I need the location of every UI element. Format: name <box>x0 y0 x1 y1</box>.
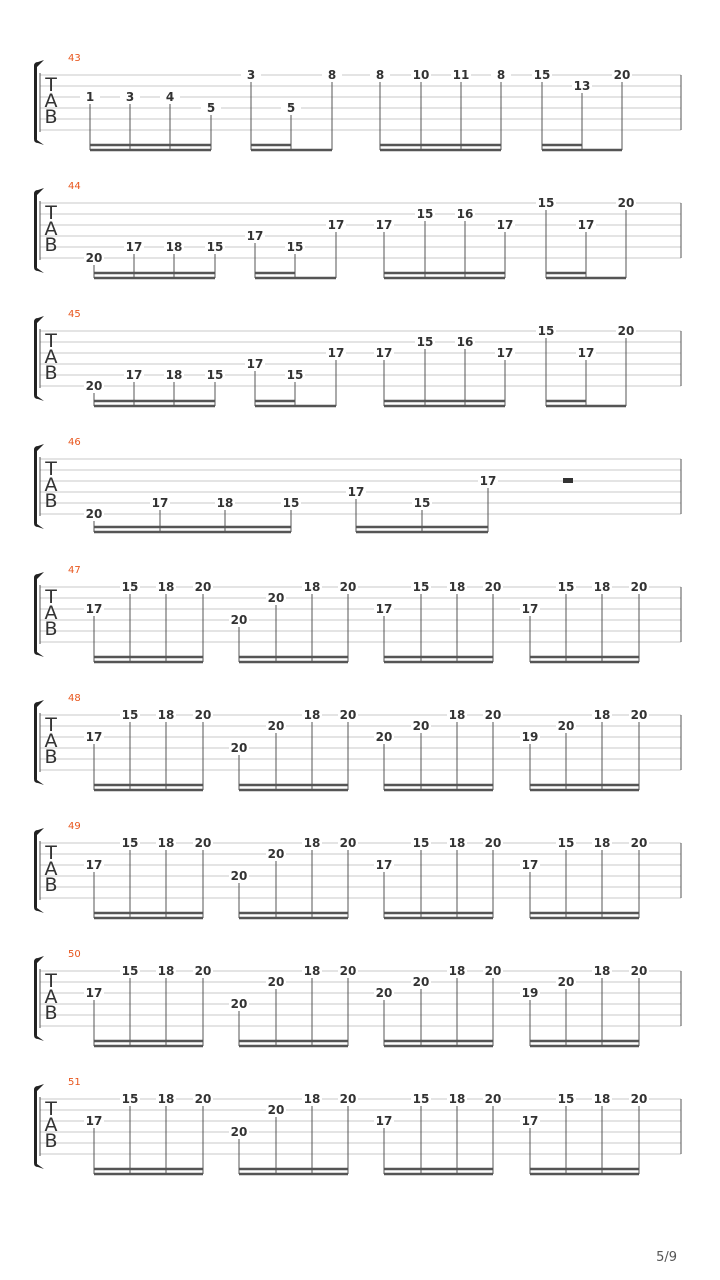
fret-number: 20 <box>230 1125 248 1139</box>
fret-number: 20 <box>267 975 285 989</box>
fret-number: 20 <box>194 964 212 978</box>
tab-system <box>34 693 681 790</box>
fret-number: 18 <box>448 964 466 978</box>
fret-number: 20 <box>617 324 635 338</box>
fret-number: 15 <box>412 836 430 850</box>
tab-clef-letter: T <box>45 586 57 608</box>
fret-number: 18 <box>303 580 321 594</box>
tab-system <box>34 565 681 662</box>
system-bracket <box>34 956 44 1041</box>
measure-number: 49 <box>68 821 81 832</box>
tab-clef-letter: B <box>44 874 58 896</box>
measure-number: 46 <box>68 437 81 448</box>
fret-number: 20 <box>630 964 648 978</box>
tab-system <box>34 1077 681 1174</box>
fret-number: 17 <box>327 218 345 232</box>
fret-number: 17 <box>85 1114 103 1128</box>
fret-number: 20 <box>630 580 648 594</box>
fret-number: 20 <box>267 1103 285 1117</box>
fret-number: 20 <box>484 964 502 978</box>
fret-number: 18 <box>303 1092 321 1106</box>
tab-clef-letter: T <box>45 330 57 352</box>
tab-clef-letter: B <box>44 1130 58 1152</box>
fret-number: 20 <box>230 741 248 755</box>
tab-system <box>34 437 681 532</box>
fret-number: 15 <box>557 580 575 594</box>
fret-number: 13 <box>573 79 591 93</box>
fret-number: 15 <box>412 1092 430 1106</box>
fret-number: 15 <box>286 368 304 382</box>
fret-number: 15 <box>121 1092 139 1106</box>
fret-number: 17 <box>246 357 264 371</box>
fret-number: 19 <box>521 986 539 1000</box>
fret-number: 15 <box>206 240 224 254</box>
fret-number: 18 <box>303 708 321 722</box>
fret-number: 20 <box>412 719 430 733</box>
system-bracket <box>34 572 44 657</box>
fret-number: 20 <box>484 836 502 850</box>
fret-number: 17 <box>521 858 539 872</box>
fret-number: 20 <box>339 836 357 850</box>
fret-number: 18 <box>448 836 466 850</box>
fret-number: 20 <box>630 1092 648 1106</box>
tab-clef-letter: A <box>44 346 58 368</box>
fret-number: 18 <box>165 368 183 382</box>
fret-number: 20 <box>484 580 502 594</box>
fret-number: 8 <box>327 68 337 82</box>
fret-number: 20 <box>194 1092 212 1106</box>
tab-clef-letter: A <box>44 858 58 880</box>
fret-number: 15 <box>413 496 431 510</box>
fret-number: 17 <box>375 346 393 360</box>
fret-number: 16 <box>456 335 474 349</box>
fret-number: 17 <box>375 602 393 616</box>
system-bracket <box>34 700 44 785</box>
fret-number: 20 <box>267 719 285 733</box>
tab-clef-letter: T <box>45 714 57 736</box>
tab-system <box>34 821 681 918</box>
fret-number: 18 <box>593 964 611 978</box>
tab-clef-letter: B <box>44 618 58 640</box>
fret-number: 20 <box>339 580 357 594</box>
fret-number: 20 <box>557 975 575 989</box>
fret-number: 20 <box>630 708 648 722</box>
tab-clef-letter: T <box>45 1098 57 1120</box>
fret-number: 18 <box>448 708 466 722</box>
fret-number: 5 <box>206 101 216 115</box>
fret-number: 20 <box>630 836 648 850</box>
fret-number: 17 <box>521 1114 539 1128</box>
fret-number: 15 <box>121 580 139 594</box>
system-bracket <box>34 444 44 529</box>
fret-number: 11 <box>452 68 470 82</box>
rest-symbol <box>563 478 573 483</box>
fret-number: 15 <box>533 68 551 82</box>
fret-number: 16 <box>456 207 474 221</box>
fret-number: 18 <box>216 496 234 510</box>
fret-number: 17 <box>125 368 143 382</box>
fret-number: 17 <box>85 986 103 1000</box>
tab-system <box>34 181 681 278</box>
tab-system <box>34 949 681 1046</box>
fret-number: 17 <box>85 602 103 616</box>
fret-number: 20 <box>230 997 248 1011</box>
fret-number: 20 <box>339 1092 357 1106</box>
fret-number: 20 <box>85 251 103 265</box>
fret-number: 20 <box>339 708 357 722</box>
fret-number: 20 <box>194 580 212 594</box>
tab-system <box>34 309 681 406</box>
fret-number: 18 <box>165 240 183 254</box>
tab-clef-letter: A <box>44 474 58 496</box>
tab-clef-letter: A <box>44 218 58 240</box>
tab-clef-letter: B <box>44 234 58 256</box>
fret-number: 17 <box>327 346 345 360</box>
fret-number: 20 <box>230 869 248 883</box>
fret-number: 20 <box>557 719 575 733</box>
fret-number: 17 <box>577 346 595 360</box>
tab-clef-letter: T <box>45 970 57 992</box>
fret-number: 20 <box>617 196 635 210</box>
fret-number: 5 <box>286 101 296 115</box>
fret-number: 18 <box>157 964 175 978</box>
fret-number: 15 <box>557 836 575 850</box>
fret-number: 20 <box>484 1092 502 1106</box>
fret-number: 20 <box>267 847 285 861</box>
fret-number: 15 <box>537 196 555 210</box>
fret-number: 20 <box>375 730 393 744</box>
fret-number: 18 <box>157 1092 175 1106</box>
measure-number: 44 <box>68 181 81 192</box>
fret-number: 18 <box>157 836 175 850</box>
fret-number: 18 <box>157 708 175 722</box>
fret-number: 20 <box>194 708 212 722</box>
fret-number: 8 <box>375 68 385 82</box>
tab-clef-letter: B <box>44 490 58 512</box>
fret-number: 17 <box>85 858 103 872</box>
fret-number: 15 <box>121 836 139 850</box>
fret-number: 18 <box>303 836 321 850</box>
fret-number: 18 <box>593 836 611 850</box>
tab-clef-letter: B <box>44 362 58 384</box>
tab-clef-letter: T <box>45 458 57 480</box>
fret-number: 15 <box>416 207 434 221</box>
tab-clef-letter: A <box>44 1114 58 1136</box>
fret-number: 15 <box>557 1092 575 1106</box>
tab-system <box>34 53 681 150</box>
fret-number: 15 <box>416 335 434 349</box>
fret-number: 17 <box>246 229 264 243</box>
fret-number: 15 <box>121 708 139 722</box>
fret-number: 17 <box>521 602 539 616</box>
system-bracket <box>34 828 44 913</box>
fret-number: 20 <box>613 68 631 82</box>
fret-number: 20 <box>230 613 248 627</box>
tab-clef-letter: B <box>44 746 58 768</box>
fret-number: 15 <box>206 368 224 382</box>
tab-clef-letter: T <box>45 74 57 96</box>
fret-number: 17 <box>375 858 393 872</box>
fret-number: 15 <box>282 496 300 510</box>
fret-number: 17 <box>496 346 514 360</box>
fret-number: 15 <box>121 964 139 978</box>
page-number: 5/9 <box>656 1250 677 1265</box>
fret-number: 8 <box>496 68 506 82</box>
system-bracket <box>34 1084 44 1169</box>
system-bracket <box>34 188 44 273</box>
fret-number: 18 <box>593 580 611 594</box>
tab-clef-letter: A <box>44 602 58 624</box>
system-bracket <box>34 60 44 145</box>
fret-number: 3 <box>125 90 135 104</box>
tab-clef-letter: B <box>44 106 58 128</box>
fret-number: 17 <box>375 1114 393 1128</box>
fret-number: 4 <box>165 90 175 104</box>
fret-number: 15 <box>286 240 304 254</box>
measure-number: 45 <box>68 309 81 320</box>
fret-number: 20 <box>412 975 430 989</box>
fret-number: 17 <box>577 218 595 232</box>
fret-number: 18 <box>303 964 321 978</box>
fret-number: 18 <box>593 708 611 722</box>
fret-number: 1 <box>85 90 95 104</box>
tab-clef-letter: T <box>45 202 57 224</box>
fret-number: 18 <box>448 1092 466 1106</box>
fret-number: 20 <box>484 708 502 722</box>
fret-number: 20 <box>267 591 285 605</box>
fret-number: 15 <box>412 580 430 594</box>
tab-clef-letter: B <box>44 1002 58 1024</box>
measure-number: 50 <box>68 949 81 960</box>
tab-clef-letter: A <box>44 90 58 112</box>
fret-number: 20 <box>85 379 103 393</box>
tab-clef-letter: A <box>44 986 58 1008</box>
fret-number: 10 <box>412 68 430 82</box>
fret-number: 20 <box>339 964 357 978</box>
fret-number: 20 <box>194 836 212 850</box>
measure-number: 47 <box>68 565 81 576</box>
fret-number: 17 <box>151 496 169 510</box>
fret-number: 17 <box>125 240 143 254</box>
tab-clef-letter: T <box>45 842 57 864</box>
fret-number: 19 <box>521 730 539 744</box>
fret-number: 17 <box>479 474 497 488</box>
fret-number: 18 <box>448 580 466 594</box>
tab-clef-letter: A <box>44 730 58 752</box>
measure-number: 48 <box>68 693 81 704</box>
fret-number: 17 <box>347 485 365 499</box>
fret-number: 17 <box>375 218 393 232</box>
system-bracket <box>34 316 44 401</box>
fret-number: 15 <box>537 324 555 338</box>
fret-number: 17 <box>85 730 103 744</box>
fret-number: 3 <box>246 68 256 82</box>
fret-number: 20 <box>375 986 393 1000</box>
fret-number: 17 <box>496 218 514 232</box>
measure-number: 43 <box>68 53 81 64</box>
measure-number: 51 <box>68 1077 81 1088</box>
fret-number: 20 <box>85 507 103 521</box>
fret-number: 18 <box>157 580 175 594</box>
fret-number: 18 <box>593 1092 611 1106</box>
